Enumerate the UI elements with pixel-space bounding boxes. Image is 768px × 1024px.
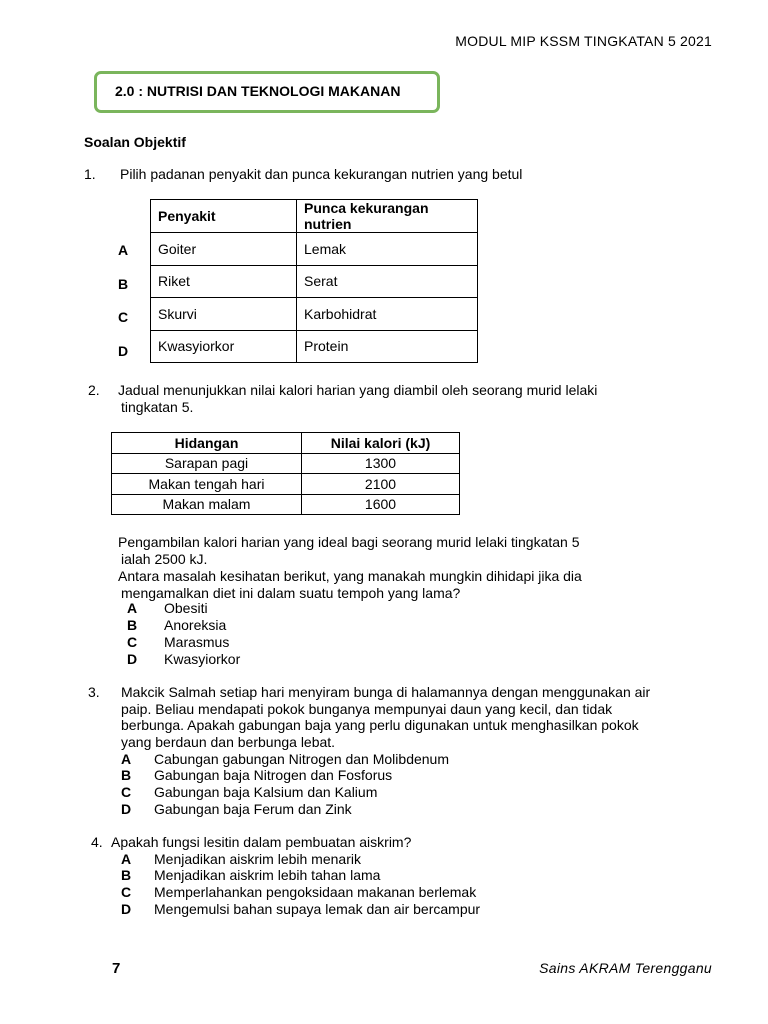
option-text: Obesiti bbox=[164, 600, 208, 616]
table-cell: Karbohidrat bbox=[297, 298, 478, 331]
option-letter: C bbox=[127, 634, 138, 650]
table-header-cell: Hidangan bbox=[112, 433, 302, 454]
table-cell: Lemak bbox=[297, 233, 478, 266]
option-letter: A bbox=[118, 242, 129, 258]
question-1-table bbox=[150, 199, 478, 363]
option-letter: D bbox=[121, 901, 132, 917]
table-row bbox=[151, 330, 478, 363]
table-cell: Kwasyiorkor bbox=[151, 330, 297, 363]
table-cell: Makan tengah hari bbox=[112, 474, 302, 495]
question-3-text-line: Makcik Salmah setiap hari menyiram bunga di halamannya dengan menggunakan air bbox=[121, 684, 651, 700]
table-cell: Sarapan pagi bbox=[112, 453, 302, 474]
table-header-cell bbox=[297, 200, 478, 233]
table-row bbox=[151, 298, 478, 331]
table-cell: Riket bbox=[151, 265, 297, 298]
table-cell: 2100 bbox=[302, 474, 460, 495]
document-header: MODUL MIP KSSM TINGKATAN 5 2021 bbox=[455, 33, 712, 49]
option-text: Menjadikan aiskrim lebih menarik bbox=[154, 851, 361, 867]
option-text: Cabungan gabungan Nitrogen dan Molibdenum bbox=[154, 751, 449, 767]
question-2-followup-line: Pengambilan kalori harian yang ideal bagi seorang murid lelaki tingkatan 5 bbox=[118, 534, 580, 550]
question-2-table bbox=[111, 432, 460, 515]
table-row bbox=[151, 265, 478, 298]
option-text: Gabungan baja Kalsium dan Kalium bbox=[154, 784, 378, 800]
option-letter: B bbox=[118, 276, 129, 292]
section-title: Soalan Objektif bbox=[84, 134, 186, 150]
header-line: nutrien bbox=[304, 216, 352, 232]
question-1-number: 1. bbox=[84, 166, 96, 182]
question-4-number: 4. bbox=[91, 834, 103, 850]
option-text: Menjadikan aiskrim lebih tahan lama bbox=[154, 867, 381, 883]
table-row bbox=[151, 233, 478, 266]
option-letter: B bbox=[121, 867, 132, 883]
question-1-text: Pilih padanan penyakit dan punca kekurangan nutrien yang betul bbox=[120, 166, 523, 182]
table-cell: Goiter bbox=[151, 233, 297, 266]
table-cell: Makan malam bbox=[112, 494, 302, 515]
page-number: 7 bbox=[112, 960, 121, 977]
table-cell: Serat bbox=[297, 265, 478, 298]
option-text: Marasmus bbox=[164, 634, 230, 650]
option-letter: A bbox=[127, 600, 138, 616]
table-header-cell: Nilai kalori (kJ) bbox=[302, 433, 460, 454]
question-3-text-line: paip. Beliau mendapati pokok bunganya mempunyai daun yang kecil, dan tidak bbox=[121, 701, 613, 717]
option-letter: B bbox=[121, 767, 132, 783]
question-4-text: Apakah fungsi lesitin dalam pembuatan aiskrim? bbox=[111, 834, 412, 850]
question-2-followup-line: mengamalkan diet ini dalam suatu tempoh yang lama? bbox=[121, 585, 461, 601]
option-letter: B bbox=[127, 617, 138, 633]
option-text: Memperlahankan pengoksidaan makanan berlemak bbox=[154, 884, 477, 900]
table-row bbox=[112, 494, 460, 515]
footer-credit: Sains AKRAM Terengganu bbox=[539, 960, 712, 976]
table-header-row bbox=[112, 433, 460, 454]
table-cell: 1600 bbox=[302, 494, 460, 515]
option-letter: C bbox=[121, 784, 132, 800]
chapter-title: 2.0 : NUTRISI DAN TEKNOLOGI MAKANAN bbox=[115, 83, 401, 99]
question-2-followup-line: ialah 2500 kJ. bbox=[121, 551, 208, 567]
question-2-text-line: Jadual menunjukkan nilai kalori harian yang diambil oleh seorang murid lelaki bbox=[118, 382, 598, 398]
option-letter: C bbox=[118, 309, 129, 325]
option-text: Gabungan baja Ferum dan Zink bbox=[154, 801, 352, 817]
table-row bbox=[112, 453, 460, 474]
question-3-number: 3. bbox=[88, 684, 100, 700]
table-header-row bbox=[151, 200, 478, 233]
option-text: Mengemulsi bahan supaya lemak dan air bercampur bbox=[154, 901, 481, 917]
question-2-text-line: tingkatan 5. bbox=[121, 399, 194, 415]
option-letter: C bbox=[121, 884, 132, 900]
option-letter: D bbox=[121, 801, 132, 817]
question-3-text-line: berbunga. Apakah gabungan baja yang perlu digunakan untuk menghasilkan pokok bbox=[121, 717, 639, 733]
table-cell: Skurvi bbox=[151, 298, 297, 331]
table-cell: 1300 bbox=[302, 453, 460, 474]
option-letter: D bbox=[118, 343, 129, 359]
question-3-text-line: yang berdaun dan berbunga lebat. bbox=[121, 734, 336, 750]
option-text: Anoreksia bbox=[164, 617, 227, 633]
option-letter: D bbox=[127, 651, 138, 667]
chapter-title-box bbox=[94, 71, 440, 113]
table-header-cell: Penyakit bbox=[151, 200, 297, 233]
option-letter: A bbox=[121, 851, 132, 867]
question-2-followup-line: Antara masalah kesihatan berikut, yang manakah mungkin dihidapi jika dia bbox=[118, 568, 582, 584]
option-letter: A bbox=[121, 751, 132, 767]
table-cell: Protein bbox=[297, 330, 478, 363]
header-line: Punca kekurangan bbox=[304, 200, 429, 216]
option-text: Kwasyiorkor bbox=[164, 651, 241, 667]
option-text: Gabungan baja Nitrogen dan Fosforus bbox=[154, 767, 393, 783]
table-row bbox=[112, 474, 460, 495]
question-2-number: 2. bbox=[88, 382, 100, 398]
